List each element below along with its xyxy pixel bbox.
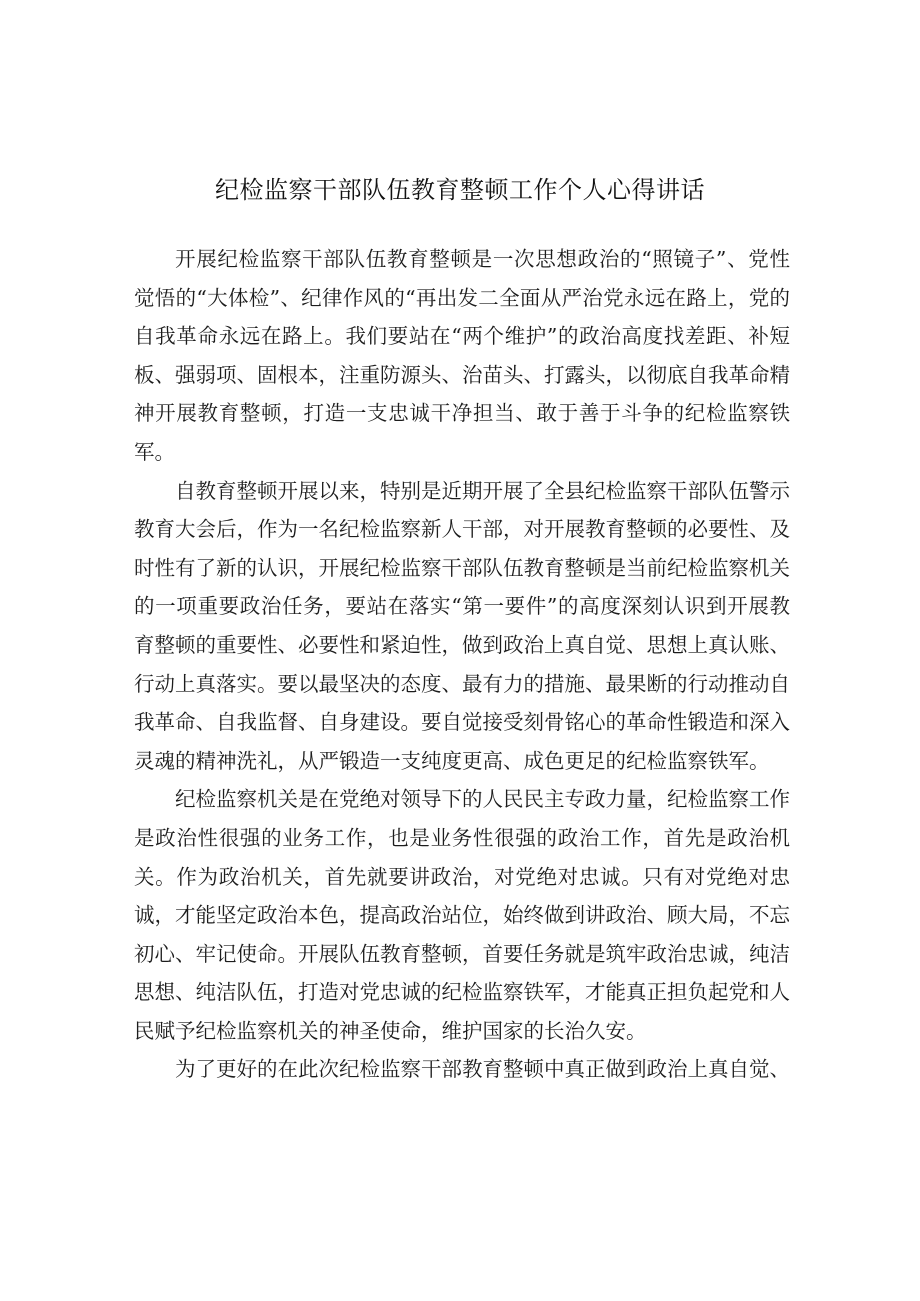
paragraph-3: 纪检监察机关是在党绝对领导下的人民民主专政力量，纪检监察工作是政治性很强的业务工作，也是业务性很强的政治工作，首先是政治机关。作为政治机关，首先就要讲政治，对党绝对忠诚。只有对党绝对忠诚，才能坚定政治本色，提高政治站位，始终做到讲政治、顾大局，不忘初心、牢记使命。开展队伍教育整顿，首要任务就是筑牢政治忠诚，纯洁思想、纯洁队伍，打造对党忠诚的纪检监察铁军，才能真正担负起党和人民赋予纪检监察机关的神圣使命，维护国家的长治久安。 [134,787,790,1043]
paragraph-1: 开展纪检监察干部队伍教育整顿是一次思想政治的“照镜子”、党性觉悟的“大体检”、纪律作风的“再出发二全面从严治党永远在路上，党的自我革命永远在路上。我们要站在“两个维护”的政治高度找差距、补短板、强弱项、固根本，注重防源头、治苗头、打露头，以彻底自我革命精神开展教育整顿，打造一支忠诚干净担当、敢于善于斗争的纪检监察铁军。 [134,247,790,464]
document-body [134,240,790,1089]
document-title: 纪检监察干部队伍教育整顿工作个人心得讲话 [215,176,705,204]
paragraph-4: 为了更好的在此次纪检监察干部教育整顿中真正做到政治上真自觉、 [175,1057,790,1082]
paragraph-2: 自教育整顿开展以来，特别是近期开展了全县纪检监察干部队伍警示教育大会后，作为一名纪检监察新人干部，对开展教育整顿的必要性、及时性有了新的认识，开展纪检监察干部队伍教育整顿是当前纪检监察机关的一项重要政治任务，要站在落实“第一要件”的高度深刻认识到开展教育整顿的重要性、必要性和紧迫性，做到政治上真自觉、思想上真认账、行动上真落实。要以最坚决的态度、最有力的措施、最果断的行动推动自我革命、自我监督、自身建设。要自觉接受刻骨铭心的革命性锻造和深入灵魂的精神洗礼，从严锻造一支纯度更高、成色更足的纪检监察铁军。 [134,478,790,773]
